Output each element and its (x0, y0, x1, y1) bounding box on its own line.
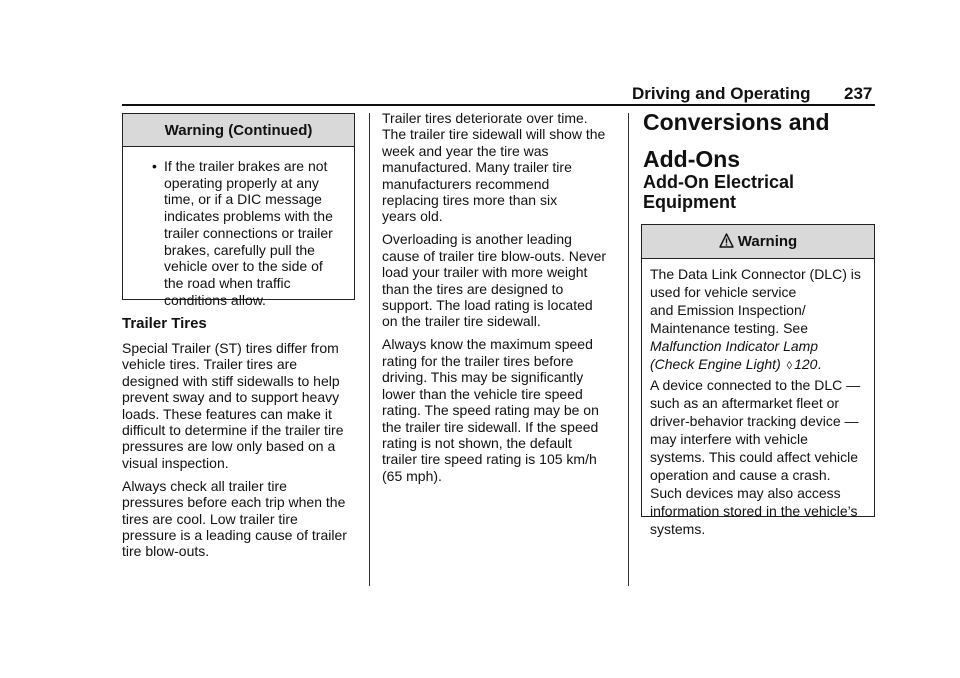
warning-line: and Emission Inspection/ (650, 302, 806, 319)
warning-line: systems. This could affect vehicle (650, 448, 859, 465)
warning-triangle-icon (719, 233, 734, 248)
line: Always check all trailer tire (122, 477, 287, 494)
line: manufacturers recommend (382, 175, 550, 192)
warning-line: such as an aftermarket fleet or (650, 394, 840, 411)
heading-line: Add-Ons (643, 146, 741, 172)
xref-line (650, 355, 868, 375)
line: The trailer tire sidewall will show the (382, 126, 606, 143)
line: lower than the vehicle tire speed (382, 385, 583, 402)
line: load your trailer with more weight (382, 264, 588, 281)
warning-continued-line: the road when traffic (164, 274, 291, 291)
line: (65 mph). (382, 467, 442, 484)
line: vehicle tires. Trailer tires are (122, 356, 298, 373)
warning-continued-line: trailer connections or trailer (164, 224, 333, 241)
line: rating for the trailer tires before (382, 352, 574, 369)
paragraph (382, 231, 622, 329)
warning-title-text: Warning (737, 233, 798, 250)
dlc-warning-box (641, 224, 875, 538)
line: designed with stiff sidewalls to help (122, 372, 340, 389)
warning-line: operation and cause a crash. (650, 467, 831, 484)
line: years old. (382, 208, 443, 225)
line: prevent sway and to support heavy (122, 389, 340, 406)
add-on-electrical-heading (643, 172, 794, 212)
line: driving. This may be significantly (382, 369, 584, 386)
line: Always know the maximum speed (382, 336, 593, 353)
heading-line: Conversions and (643, 109, 830, 135)
heading-line: Equipment (643, 192, 736, 212)
line: Overloading is another leading (382, 231, 572, 248)
line: Trailer tires deteriorate over time. (382, 110, 588, 126)
warning-line: may interfere with vehicle (650, 430, 808, 447)
xref-link-line[interactable]: Malfunction Indicator Lamp (650, 338, 819, 355)
warning-line: systems. (650, 521, 706, 538)
warning-line: driver-behavior tracking device — (650, 412, 859, 429)
warning-continued-body (123, 147, 354, 308)
header-rule (122, 104, 875, 106)
dlc-warning-title (642, 225, 874, 259)
line: cause of trailer tire blow-outs. Never (382, 247, 607, 264)
xref-page[interactable]: 120 (794, 356, 818, 373)
paragraph (382, 336, 622, 484)
warning-line: The Data Link Connector (DLC) is (650, 266, 861, 282)
conversions-heading (643, 110, 830, 172)
left-column-text (122, 340, 362, 566)
line: tire blow-outs. (122, 543, 210, 560)
line: tires are cool. Low trailer tire (122, 510, 298, 527)
line: manufactured. Many trailer tire (382, 159, 572, 176)
warning-line: information stored in the vehicle’s (650, 503, 858, 520)
line: loads. These features can make it (122, 405, 332, 422)
line: replacing tires more than six (382, 192, 558, 209)
line: rating is not shown, the default (382, 434, 572, 451)
trailer-tires-heading: Trailer Tires (122, 315, 207, 332)
warning-continued-line: If the trailer brakes are not (164, 158, 328, 174)
warning-continued-title: Warning (Continued) (123, 114, 354, 147)
warning-continued-box (122, 113, 355, 308)
warning-continued-line: brakes, carefully pull the (164, 241, 315, 258)
line: visual inspection. (122, 454, 229, 471)
line: support. The load rating is located (382, 297, 593, 314)
page-number: 237 (844, 84, 873, 103)
line: pressures are low only based on a (122, 438, 336, 455)
line: difficult to determine if the trailer tire (122, 422, 344, 439)
warning-line: A device connected to the DLC — (650, 376, 861, 393)
bullet: • (152, 158, 157, 174)
xref-link-text[interactable]: (Check Engine Light) (650, 356, 781, 373)
warning-line: used for vehicle service (650, 284, 797, 301)
warning-line: Such devices may also access (650, 485, 841, 502)
line: rating. The speed rating may be on (382, 402, 599, 419)
line: week and year the tire was (382, 142, 549, 159)
column-divider-right (628, 113, 629, 586)
middle-column-text (382, 110, 622, 491)
column-divider-left (369, 113, 370, 586)
warning-line: Maintenance testing. See (650, 320, 808, 337)
heading-line: Add-On Electrical (643, 172, 795, 192)
warning-continued-line: vehicle over to the side of (164, 258, 323, 275)
line: pressure is a leading cause of trailer (122, 527, 347, 544)
paragraph (382, 110, 622, 225)
warning-continued-line: operating properly at any (164, 174, 319, 191)
paragraph (122, 340, 362, 471)
line: the trailer tire sidewall. If the speed (382, 418, 599, 435)
dlc-warning-body (642, 259, 874, 538)
paragraph (122, 478, 362, 560)
line: trailer tire speed rating is 105 km/h (382, 451, 597, 468)
xref-arrow-icon: ◊ (786, 360, 793, 373)
warning-continued-line: conditions allow. (164, 291, 266, 308)
line: Special Trailer (ST) tires differ from (122, 340, 339, 356)
line: pressures before each trip when the (122, 494, 346, 511)
warning-continued-line: indicates problems with the (164, 208, 333, 225)
xref-period: . (817, 356, 822, 373)
warning-continued-line: time, or if a DIC message (164, 191, 322, 208)
line: than the tires are designed to (382, 280, 564, 297)
line: on the trailer tire sidewall. (382, 313, 541, 330)
section-title: Driving and Operating (632, 84, 811, 103)
